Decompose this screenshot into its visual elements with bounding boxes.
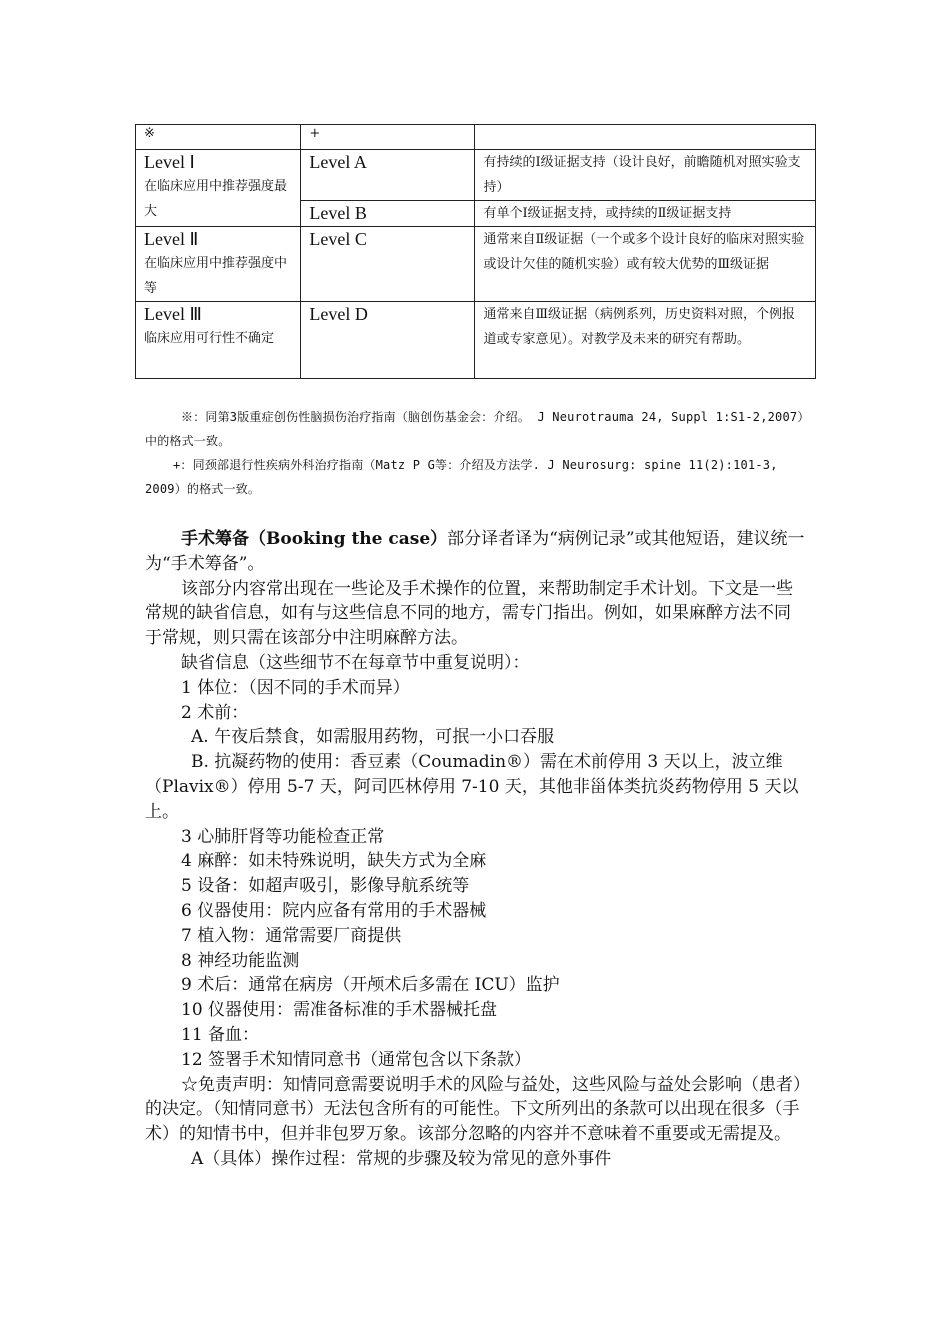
level-label: Level Ⅲ: [144, 304, 202, 324]
list-item: 10 仪器使用：需准备标准的手术器械托盘: [181, 1000, 498, 1021]
list-item: 2 术前：: [181, 702, 249, 723]
level-description: 在临床应用中推荐强度最大: [144, 179, 288, 219]
list-subitem: A. 午夜后禁食，如需服用药物，可抿一小口吞服: [191, 727, 555, 748]
grade-cell: [301, 201, 475, 227]
level-description: 临床应用可行性不确定: [144, 331, 275, 346]
grade-desc-cell: [475, 227, 816, 302]
grade-desc-cell: [475, 302, 816, 379]
level-cell: [136, 150, 301, 227]
grade-cell: [301, 227, 475, 302]
list-subitem: A（具体）操作过程：常规的步骤及较为常见的意外事件: [191, 1148, 612, 1169]
header-cell: [136, 125, 301, 150]
grade-cell: [301, 150, 475, 201]
grade-description: 通常来自Ⅲ级证据（病例系列，历史资料对照，个例报道或专家意见）。对教学及未来的研究有帮助。: [483, 307, 795, 347]
grade-label: Level C: [309, 229, 367, 249]
level-label: Level Ⅱ: [144, 229, 199, 249]
evidence-level-table: [135, 124, 816, 379]
level-cell: [136, 302, 301, 379]
level-description: 在临床应用中推荐强度中等: [144, 256, 288, 296]
list-item: 8 神经功能监测: [181, 950, 300, 971]
header-mark-asterisk: ※: [144, 126, 155, 141]
list-item: 6 仪器使用：院内应备有常用的手术器械: [181, 900, 487, 921]
list-item: 3 心肺肝肾等功能检查正常: [181, 826, 385, 847]
grade-label: Level B: [309, 203, 367, 223]
list-item: 11 备血：: [181, 1024, 260, 1045]
table-row: [136, 150, 816, 201]
grade-description: 有单个Ⅰ级证据支持，或持续的Ⅱ级证据支持: [483, 206, 732, 221]
body-text: [145, 527, 807, 1172]
footnote-plus: +：同颈部退行性疾病外科治疗指南（Matz P G等：介绍及方法学. J Neurosurg: spine 11(2):101-3, 2009）的格式一致。: [145, 458, 778, 496]
section-heading: [145, 527, 807, 577]
level-label: Level Ⅰ: [144, 152, 195, 172]
grade-label: Level A: [309, 152, 367, 172]
section-heading-rest: 部分译者译为“病例记录”或其他短语，建议统一为“手术筹备”。: [145, 529, 805, 574]
level-cell: [136, 227, 301, 302]
grade-label: Level D: [309, 304, 368, 324]
list-item: 1 体位：（因不同的手术而异）: [181, 677, 410, 698]
header-cell: [301, 125, 475, 150]
table-header-row: [136, 125, 816, 150]
list-item: 4 麻醉：如未特殊说明，缺失方式为全麻: [181, 851, 487, 872]
table-row: [136, 227, 816, 302]
list-subitem: B. 抗凝药物的使用：香豆素（Coumadin®）需在术前停用 3 天以上，波立维（Plavix®）停用 5-7 天，阿司匹林停用 7-10 天，其他非甾体类抗炎药物停用 5 天以上。: [145, 752, 799, 822]
header-mark-plus: +: [309, 126, 321, 141]
grade-desc-cell: [475, 150, 816, 201]
section-heading-bold: 手术筹备（Booking the case）: [181, 529, 448, 549]
table-row: [136, 302, 816, 379]
list-item: 5 设备：如超声吸引，影像导航系统等: [181, 876, 470, 897]
list-item: 9 术后：通常在病房（开颅术后多需在 ICU）监护: [181, 975, 560, 996]
list-item: 7 植入物：通常需要厂商提供: [181, 925, 402, 946]
defaults-intro: 缺省信息（这些细节不在每章节中重复说明）：: [181, 652, 530, 673]
grade-description: 有持续的Ⅰ级证据支持（设计良好，前瞻随机对照实验支持）: [483, 155, 801, 195]
footnote-asterisk: ※：同第3版重症创伤性脑损伤治疗指南（脑创伤基金会：介绍。 J Neurotrauma 24, Suppl 1:S1-2,2007）中的格式一致。: [145, 410, 804, 448]
header-cell: [475, 125, 816, 150]
grade-cell: [301, 302, 475, 379]
paragraph: 该部分内容常出现在一些论及手术操作的位置，来帮助制定手术计划。下文是一些常规的缺省信息，如有与这些信息不同的地方，需专门指出。例如，如果麻醉方法不同于常规，则只需在该部分中注明麻醉方法。: [145, 578, 793, 649]
grade-description: 通常来自Ⅱ级证据（一个或多个设计良好的临床对照实验或设计欠佳的随机实验）或有较大优势的Ⅲ级证据: [483, 232, 805, 272]
disclaimer: ☆免责声明：知情同意需要说明手术的风险与益处，这些风险与益处会影响（患者）的决定。（知情同意书）无法包含所有的可能性。下文所列出的条款可以出现在很多（手术）的知情书中，但并非包罗万象。该部分忽略的内容并不意味着不重要或无需提及。: [145, 1074, 802, 1145]
grade-desc-cell: [475, 201, 816, 227]
list-item: 12 签署手术知情同意书（通常包含以下条款）: [181, 1049, 532, 1070]
